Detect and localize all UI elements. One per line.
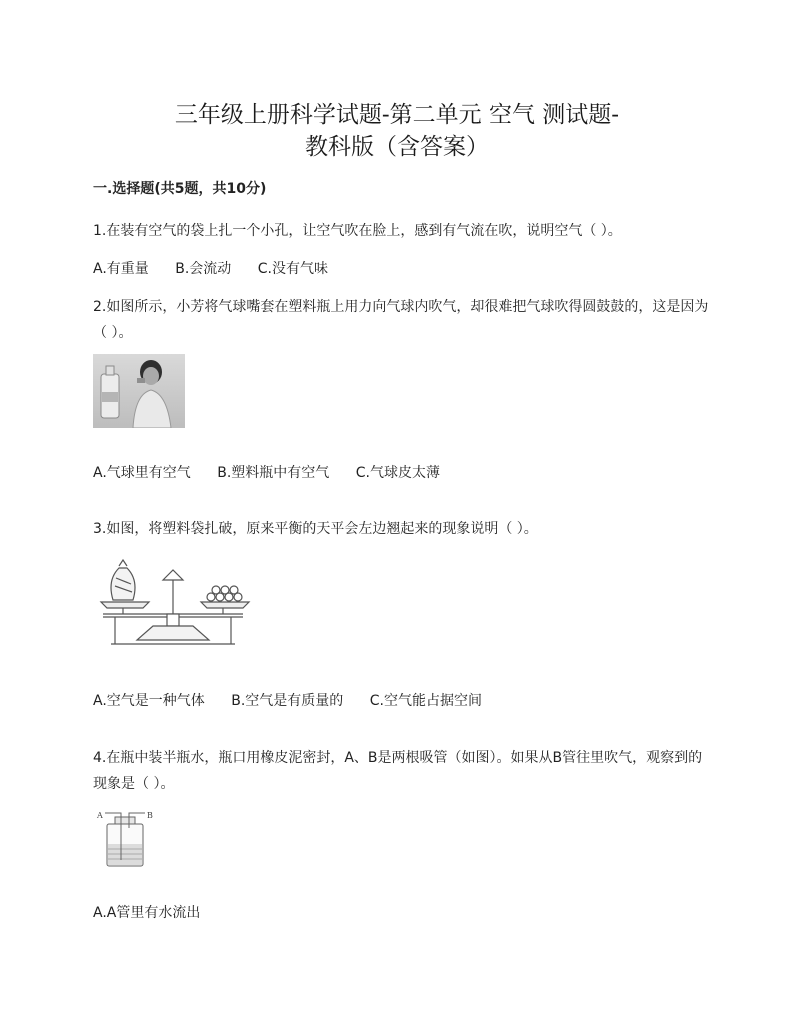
balance-scale-illustration: [93, 556, 253, 652]
option-c: C.气球皮太薄: [355, 465, 440, 481]
question-4-options: [93, 902, 222, 922]
question-1-options: [93, 258, 350, 278]
page-title-line-1: 三年级上册科学试题-第二单元 空气 测试题-: [174, 102, 620, 128]
straw-label-a: A: [97, 811, 103, 820]
question-3-text: 3.如图，将塑料袋扎破，原来平衡的天平会左边翘起来的现象说明（ ）。: [93, 521, 538, 537]
question-3-options: [93, 690, 504, 710]
section-heading: 一.选择题(共5题，共10分): [93, 181, 267, 197]
option-a: A.空气是一种气体: [93, 693, 205, 709]
option-a: A.有重量: [93, 261, 149, 277]
option-a: A.气球里有空气: [93, 465, 191, 481]
option-c: C.没有气味: [257, 261, 328, 277]
option-b: B.空气是有质量的: [231, 693, 344, 709]
option-c: C.空气能占据空间: [369, 693, 482, 709]
question-1-text: 1.在装有空气的袋上扎一个小孔，让空气吹在脸上，感到有气流在吹，说明空气（ ）。: [93, 223, 622, 239]
bottle-with-two-straws: [93, 808, 157, 868]
question-2-text: 2.如图所示，小芳将气球嘴套在塑料瓶上用力向气球内吹气，却很难把气球吹得圆鼓鼓的，这是因为（ ）。: [93, 299, 709, 341]
girl-blowing-balloon-photo: [93, 354, 185, 428]
option-b: B.会流动: [175, 261, 232, 277]
page-title-line-2: 教科版（含答案）: [305, 134, 489, 160]
straw-label-b: B: [147, 811, 153, 820]
question-2-options: [93, 462, 462, 482]
question-4-text: 4.在瓶中装半瓶水，瓶口用橡皮泥密封，A、B是两根吸管（如图）。如果从B管往里吹气，观察到的现象是（ ）。: [93, 750, 703, 792]
option-b: B.塑料瓶中有空气: [217, 465, 330, 481]
option-a: A.A管里有水流出: [93, 905, 201, 921]
